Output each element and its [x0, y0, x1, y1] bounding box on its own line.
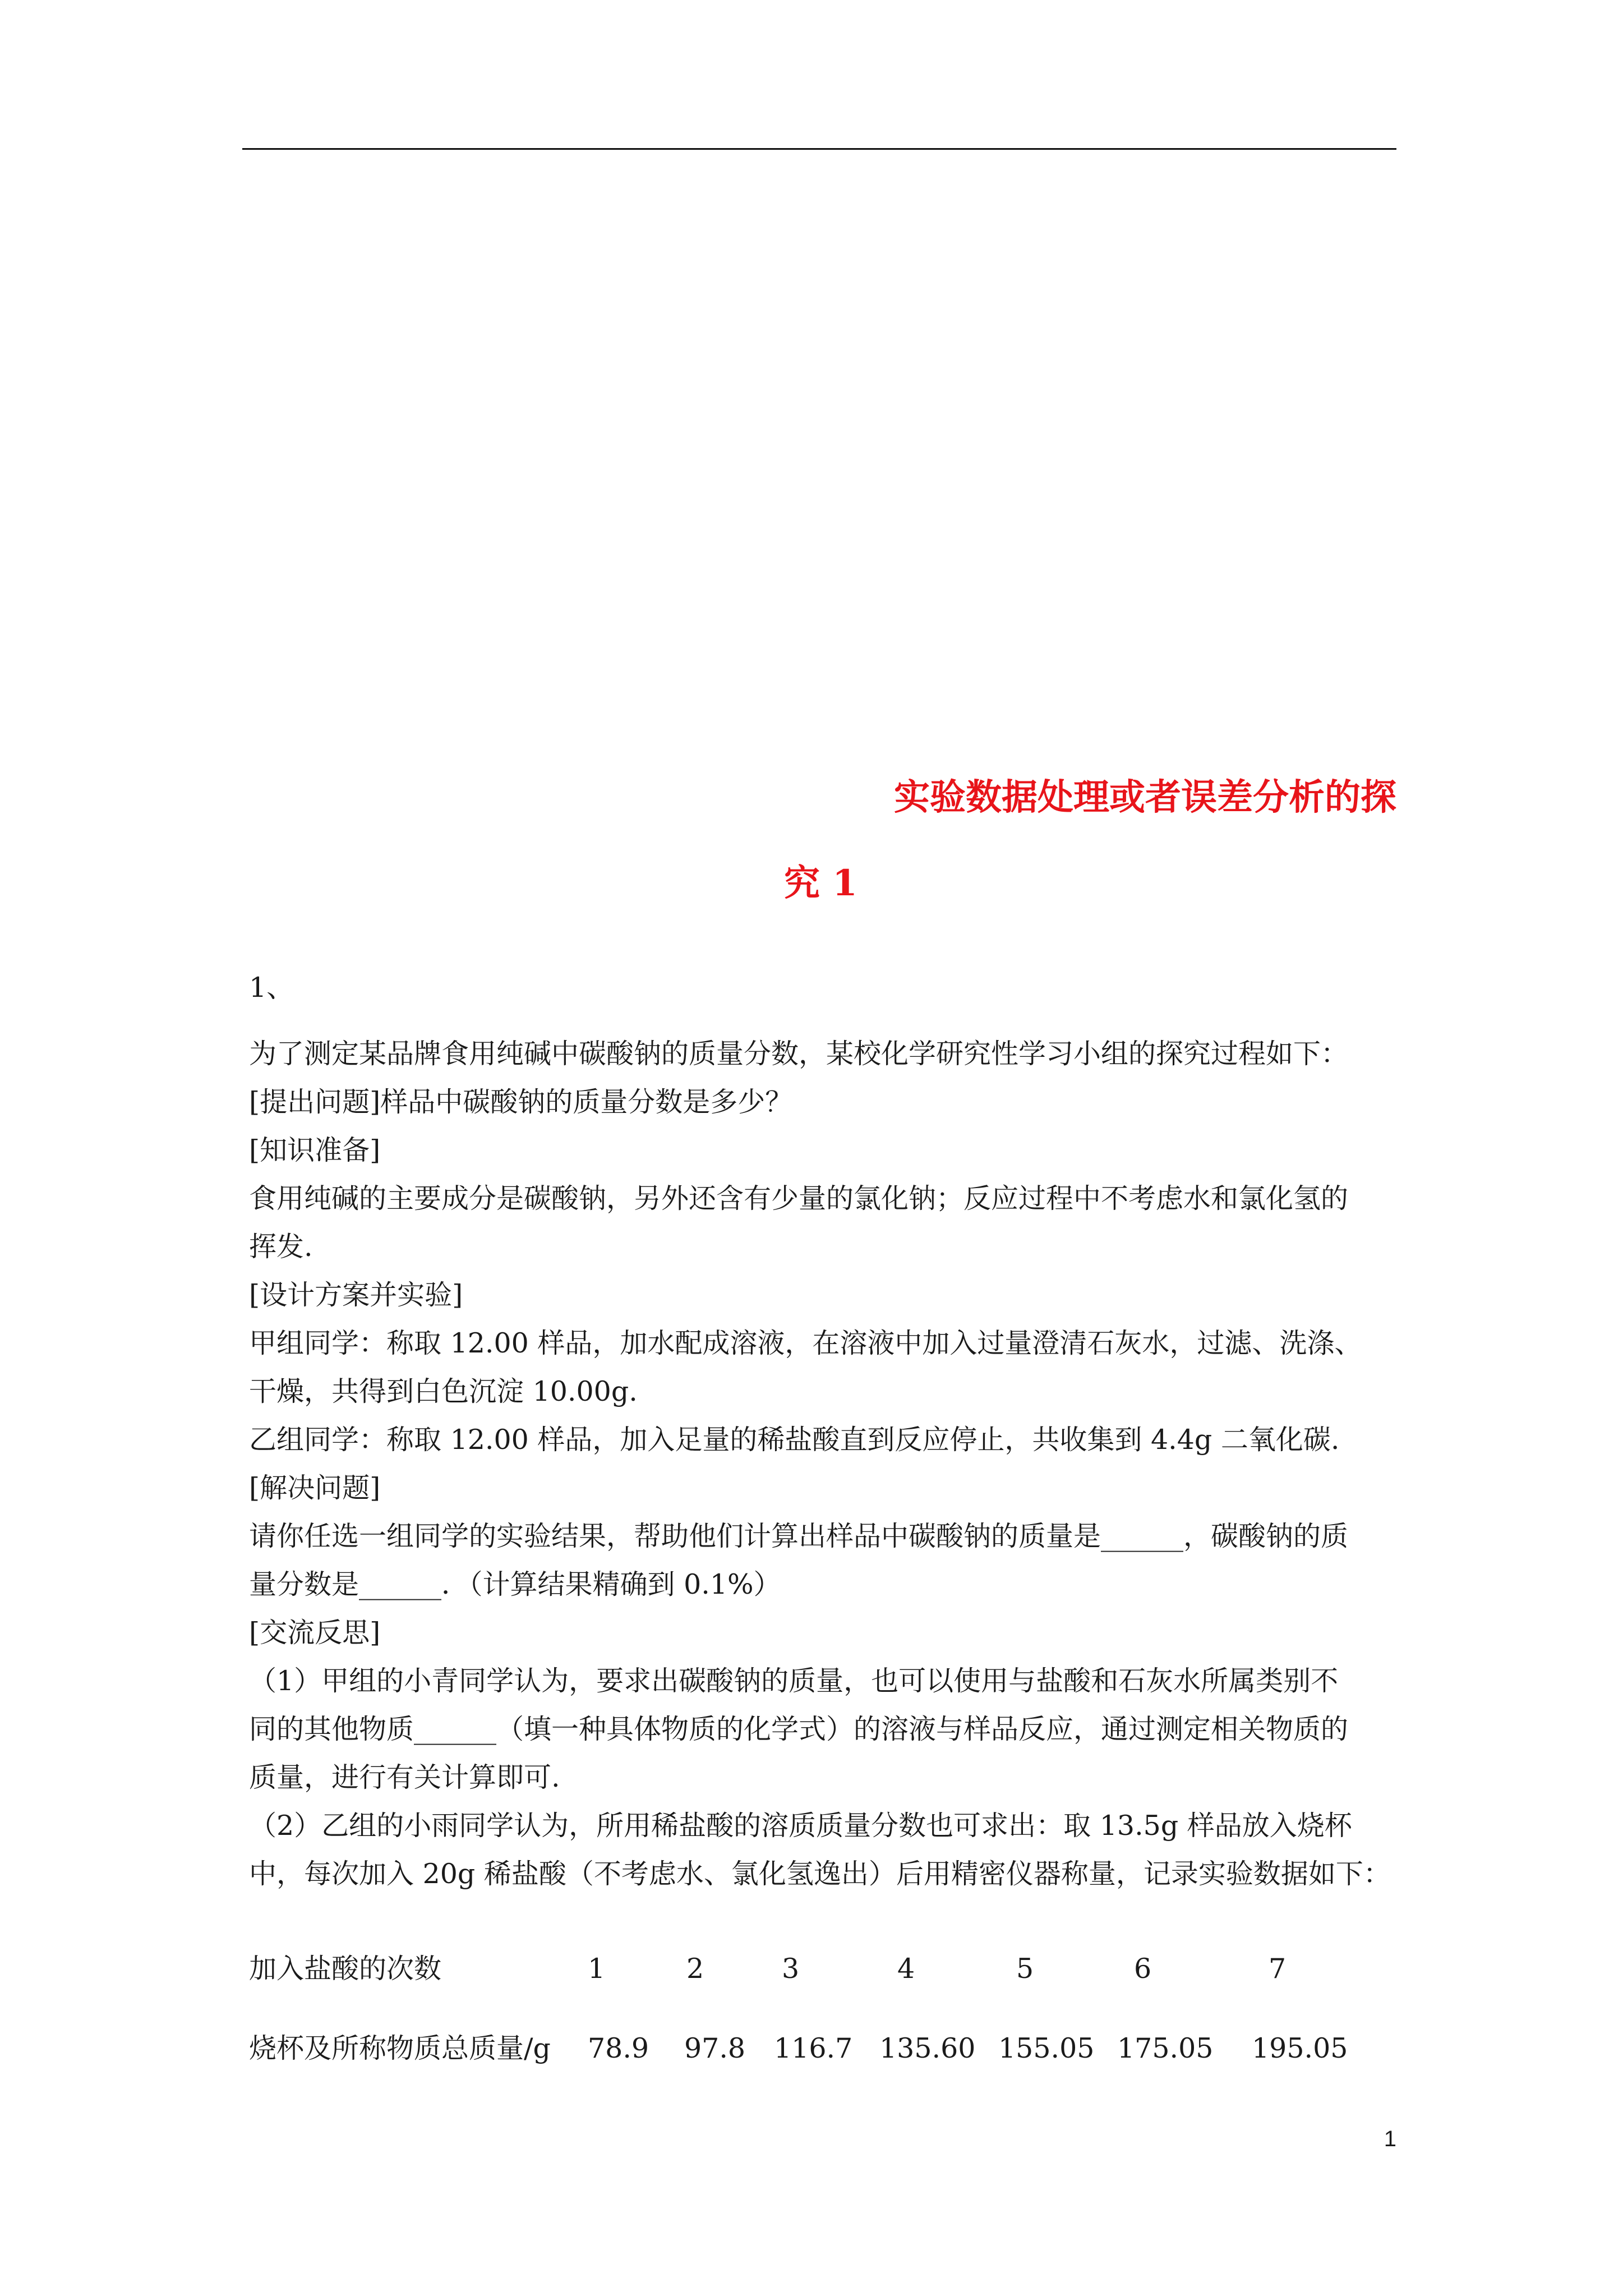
question-number: 1、 — [249, 972, 294, 1004]
table-cell: 6 — [1134, 1953, 1152, 1985]
document-title-line-2: 究 1 — [784, 862, 857, 904]
table-cell: 1 — [588, 1953, 606, 1985]
body-line: 质量，进行有关计算即可. — [249, 1761, 560, 1793]
table-cell: 116.7 — [774, 2032, 853, 2064]
body-line: 同的其他物质______（填一种具体物质的化学式）的溶液与样品反应，通过测定相关物质的 — [249, 1713, 1349, 1745]
page-number: 1 — [1384, 2127, 1396, 2151]
table-row — [249, 2026, 1396, 2071]
body-line: [设计方案并实验] — [249, 1279, 463, 1311]
body-line: [提出问题]样品中碳酸钠的质量分数是多少？ — [249, 1086, 793, 1118]
table-row — [249, 1947, 1396, 1991]
table-cell: 5 — [1016, 1953, 1034, 1985]
table-cell: 195.05 — [1252, 2032, 1348, 2064]
table-cell: 3 — [782, 1953, 800, 1985]
table-cell: 4 — [897, 1953, 915, 1985]
body-line: 挥发. — [249, 1231, 313, 1263]
body-line: 乙组同学：称取 12.00 样品，加入足量的稀盐酸直到反应停止，共收集到 4.4g 二氧化碳. — [249, 1424, 1340, 1456]
table-cell: 78.9 — [588, 2032, 649, 2064]
body-line: （1）甲组的小青同学认为，要求出碳酸钠的质量，也可以使用与盐酸和石灰水所属类别不 — [249, 1665, 1339, 1697]
table-cell: 155.05 — [998, 2032, 1095, 2064]
body-line: [解决问题] — [249, 1472, 381, 1504]
table-cell: 烧杯及所称物质总质量/g — [249, 2032, 551, 2064]
table-cell: 7 — [1269, 1953, 1287, 1985]
document-title-line-1: 实验数据处理或者误差分析的探 — [894, 776, 1396, 818]
body-line: 甲组同学：称取 12.00 样品，加水配成溶液，在溶液中加入过量澄清石灰水，过滤、洗涤、 — [249, 1327, 1362, 1359]
body-line: 食用纯碱的主要成分是碳酸钠，另外还含有少量的氯化钠；反应过程中不考虑水和氯化氢的 — [249, 1182, 1349, 1214]
header-rule — [242, 148, 1396, 150]
table-cell: 97.8 — [684, 2032, 746, 2064]
table-cell: 2 — [686, 1953, 704, 1985]
body-line: 中，每次加入 20g 稀盐酸（不考虑水、氯化氢逸出）后用精密仪器称量，记录实验数据如下： — [249, 1858, 1391, 1890]
body-line: 干燥，共得到白色沉淀 10.00g. — [249, 1375, 638, 1407]
body-line: 为了测定某品牌食用纯碱中碳酸钠的质量分数，某校化学研究性学习小组的探究过程如下： — [249, 1038, 1349, 1070]
body-line: [交流反思] — [249, 1617, 381, 1649]
body-line: （2）乙组的小雨同学认为，所用稀盐酸的溶质质量分数也可求出：取 13.5g 样品放入烧杯 — [249, 1810, 1352, 1842]
body-line: [知识准备] — [249, 1134, 381, 1166]
body-line: 请你任选一组同学的实验结果，帮助他们计算出样品中碳酸钠的质量是______，碳酸钠的质 — [249, 1520, 1349, 1552]
body-line: 量分数是______．（计算结果精确到 0.1%） — [249, 1568, 781, 1600]
table-cell: 175.05 — [1117, 2032, 1214, 2064]
table-cell: 加入盐酸的次数 — [249, 1953, 442, 1985]
table-cell: 135.60 — [879, 2032, 976, 2064]
